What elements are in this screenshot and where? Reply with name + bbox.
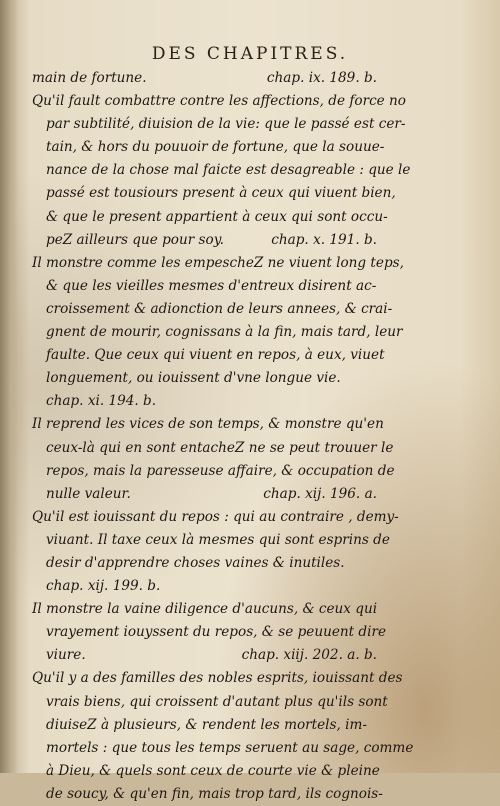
toc-line — [32, 644, 377, 667]
toc-line: à Dieu, & quels sont ceux de courte vie & pleine — [46, 762, 380, 779]
chapter-reference: chap. x. 191. b. — [271, 231, 377, 248]
toc-line — [32, 483, 377, 506]
toc-line: Qu'il est iouissant du repos : qui au contraire , demy- — [32, 508, 399, 525]
toc-line: nance de la chose mal faicte est desagreable : que le — [46, 162, 411, 179]
chapter-reference: chap. xi. 194. b. — [46, 393, 157, 410]
toc-line — [32, 229, 377, 252]
toc-line: par subtilité, diuision de la vie: que le passé est cer- — [46, 116, 406, 133]
toc-line: repos, mais la paresseuse affaire, & occupation de — [46, 462, 395, 479]
toc-line-text: viure. — [46, 647, 86, 664]
toc-line: tain, & hors du pouuoir de fortune, que la souue- — [46, 139, 385, 156]
toc-line: Il monstre la vaine diligence d'aucuns, & ceux qui — [32, 601, 378, 618]
toc-line: passé est tousiours present à ceux qui viuent bien, — [46, 185, 396, 202]
toc-line: Qu'il fault combattre contre les affections, de force no — [32, 93, 406, 110]
toc-line: & que les vieilles mesmes d'entreux disirent ac- — [46, 277, 377, 294]
running-header: DES CHAPITRES. — [151, 44, 349, 64]
toc-line: gnent de mourir, cognissans à la fin, mais tard, leur — [46, 324, 403, 341]
chapter-reference: chap. xiij. 202. a. b. — [241, 647, 377, 664]
toc-line: diuiseZ à plusieurs, & rendent les mortels, im- — [46, 716, 367, 733]
toc-line: vrais biens, qui croissent d'autant plus qu'ils sont — [46, 693, 388, 710]
toc-line: desir d'apprendre choses vaines & inutiles. — [46, 554, 345, 571]
toc-line: Il reprend les vices de son temps, & monstre qu'en — [32, 416, 384, 433]
toc-line: longuement, ou iouissent d'vne longue vie. — [46, 370, 341, 387]
toc-line: vrayement iouyssent du repos, & se peuuent dire — [46, 624, 387, 641]
toc-line: de soucy, & qu'en fin, mais trop tard, ils cognois- — [46, 785, 383, 802]
book-gutter — [0, 0, 18, 773]
toc-line-text: peZ ailleurs que pour soy. — [46, 231, 224, 248]
table-of-contents-text — [32, 67, 414, 806]
chapter-reference: chap. xij. 199. b. — [46, 578, 161, 595]
toc-line: Qu'il y a des familles des nobles esprits, iouissant des — [32, 670, 403, 687]
toc-line-text: nulle valeur. — [46, 485, 131, 502]
toc-line: viuant. Il taxe ceux là mesmes qui sont esprins de — [46, 531, 390, 548]
toc-line-text: main de fortune. — [32, 70, 147, 86]
toc-line: ceux-là qui en sont entacheZ ne se peut trouuer le — [46, 439, 394, 456]
chapter-reference: chap. ix. 189. b. — [266, 70, 377, 86]
toc-line: faulte. Que ceux qui viuent en repos, à eux, viuet — [46, 347, 385, 364]
toc-line: croissement & adionction de leurs annees, & crai- — [46, 300, 393, 317]
chapter-reference: chap. xij. 196. a. — [263, 485, 377, 502]
toc-line: mortels : que tous les temps seruent au sage, comme — [46, 739, 414, 756]
toc-line: Il monstre comme les empescheZ ne viuent long teps, — [32, 254, 404, 271]
toc-line: & que le present appartient à ceux qui sont occu- — [46, 208, 388, 225]
toc-line — [32, 67, 377, 90]
